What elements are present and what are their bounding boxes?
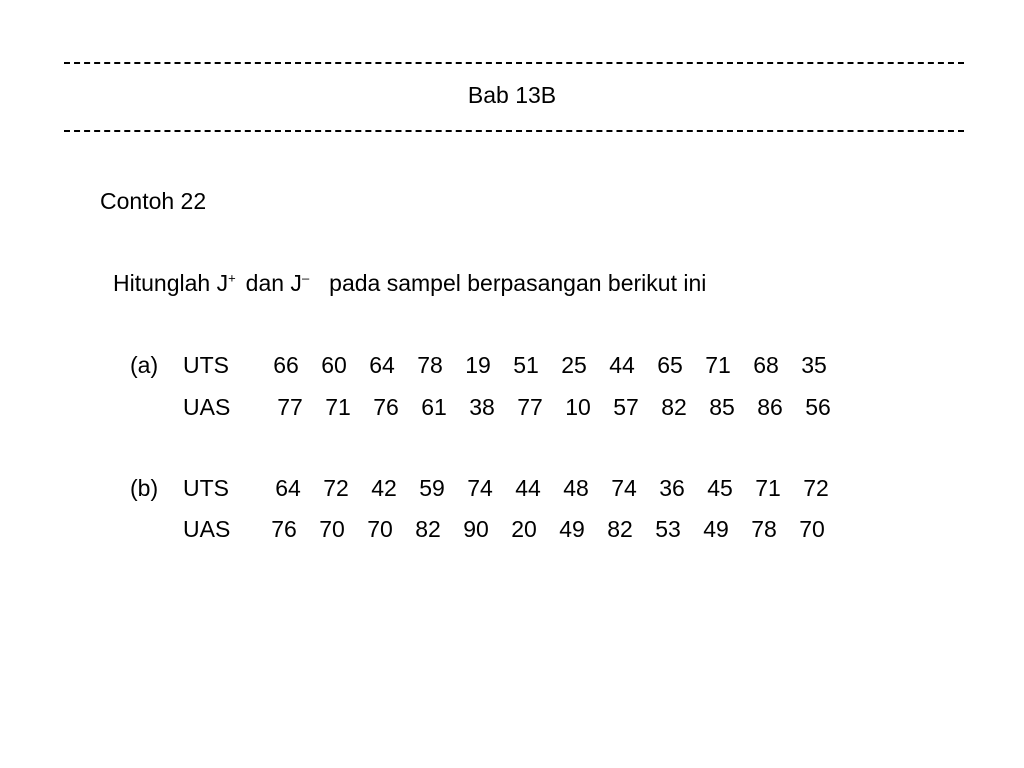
- score-cell: 25: [561, 352, 587, 378]
- score-cell: 51: [513, 352, 539, 378]
- part-label-a: (a): [130, 352, 159, 378]
- score-cell: 60: [321, 352, 347, 378]
- score-cell: 49: [559, 516, 585, 542]
- score-cell: 72: [323, 475, 349, 501]
- score-values: [266, 394, 842, 421]
- row-label-uts: UTS: [183, 475, 229, 501]
- score-cell: 74: [467, 475, 493, 501]
- part-label-b: (b): [130, 475, 159, 501]
- score-cell: 19: [465, 352, 491, 378]
- score-cell: 49: [703, 516, 729, 542]
- j-minus-superscript: –: [301, 270, 310, 286]
- score-cell: 82: [607, 516, 633, 542]
- row-label-uas: UAS: [183, 516, 231, 542]
- score-cell: 90: [463, 516, 489, 542]
- score-cell: 66: [273, 352, 299, 378]
- score-cell: 64: [369, 352, 395, 378]
- example-title: Contoh 22: [100, 188, 207, 214]
- score-cell: 71: [755, 475, 781, 501]
- top-dashed-divider: [64, 62, 964, 64]
- bottom-dashed-divider: [64, 130, 964, 132]
- row-label-uts: UTS: [183, 352, 229, 378]
- score-cell: 82: [415, 516, 441, 542]
- score-values: [260, 516, 836, 543]
- score-cell: 64: [275, 475, 301, 501]
- score-cell: 76: [271, 516, 297, 542]
- score-cell: 20: [511, 516, 537, 542]
- score-cell: 70: [319, 516, 345, 542]
- question-prefix: Hitunglah J: [113, 270, 229, 296]
- score-cell: 44: [515, 475, 541, 501]
- chapter-heading: Bab 13B: [467, 82, 557, 108]
- score-cell: 61: [421, 394, 447, 420]
- score-cell: 72: [803, 475, 829, 501]
- score-values: [262, 352, 838, 379]
- score-cell: 42: [371, 475, 397, 501]
- score-cell: 48: [563, 475, 589, 501]
- score-cell: 78: [417, 352, 443, 378]
- score-cell: 86: [757, 394, 783, 420]
- score-cell: 77: [277, 394, 303, 420]
- score-cell: 65: [657, 352, 683, 378]
- j-plus-superscript: +: [228, 270, 236, 286]
- score-cell: 38: [469, 394, 495, 420]
- score-cell: 77: [517, 394, 543, 420]
- score-cell: 74: [611, 475, 637, 501]
- score-cell: 57: [613, 394, 639, 420]
- question-text: [113, 270, 706, 297]
- score-cell: 44: [609, 352, 635, 378]
- score-cell: 56: [805, 394, 831, 420]
- score-cell: 78: [751, 516, 777, 542]
- score-cell: 71: [325, 394, 351, 420]
- score-values: [264, 475, 840, 502]
- score-cell: 35: [801, 352, 827, 378]
- row-label-uas: UAS: [183, 394, 231, 420]
- score-cell: 53: [655, 516, 681, 542]
- score-cell: 71: [705, 352, 731, 378]
- score-cell: 82: [661, 394, 687, 420]
- score-cell: 45: [707, 475, 733, 501]
- score-cell: 36: [659, 475, 685, 501]
- score-cell: 76: [373, 394, 399, 420]
- score-cell: 10: [565, 394, 591, 420]
- score-cell: 70: [799, 516, 825, 542]
- question-suffix: pada sampel berpasangan berikut ini: [329, 270, 707, 296]
- score-cell: 70: [367, 516, 393, 542]
- score-cell: 59: [419, 475, 445, 501]
- question-middle: dan J: [245, 270, 302, 296]
- score-cell: 68: [753, 352, 779, 378]
- score-cell: 85: [709, 394, 735, 420]
